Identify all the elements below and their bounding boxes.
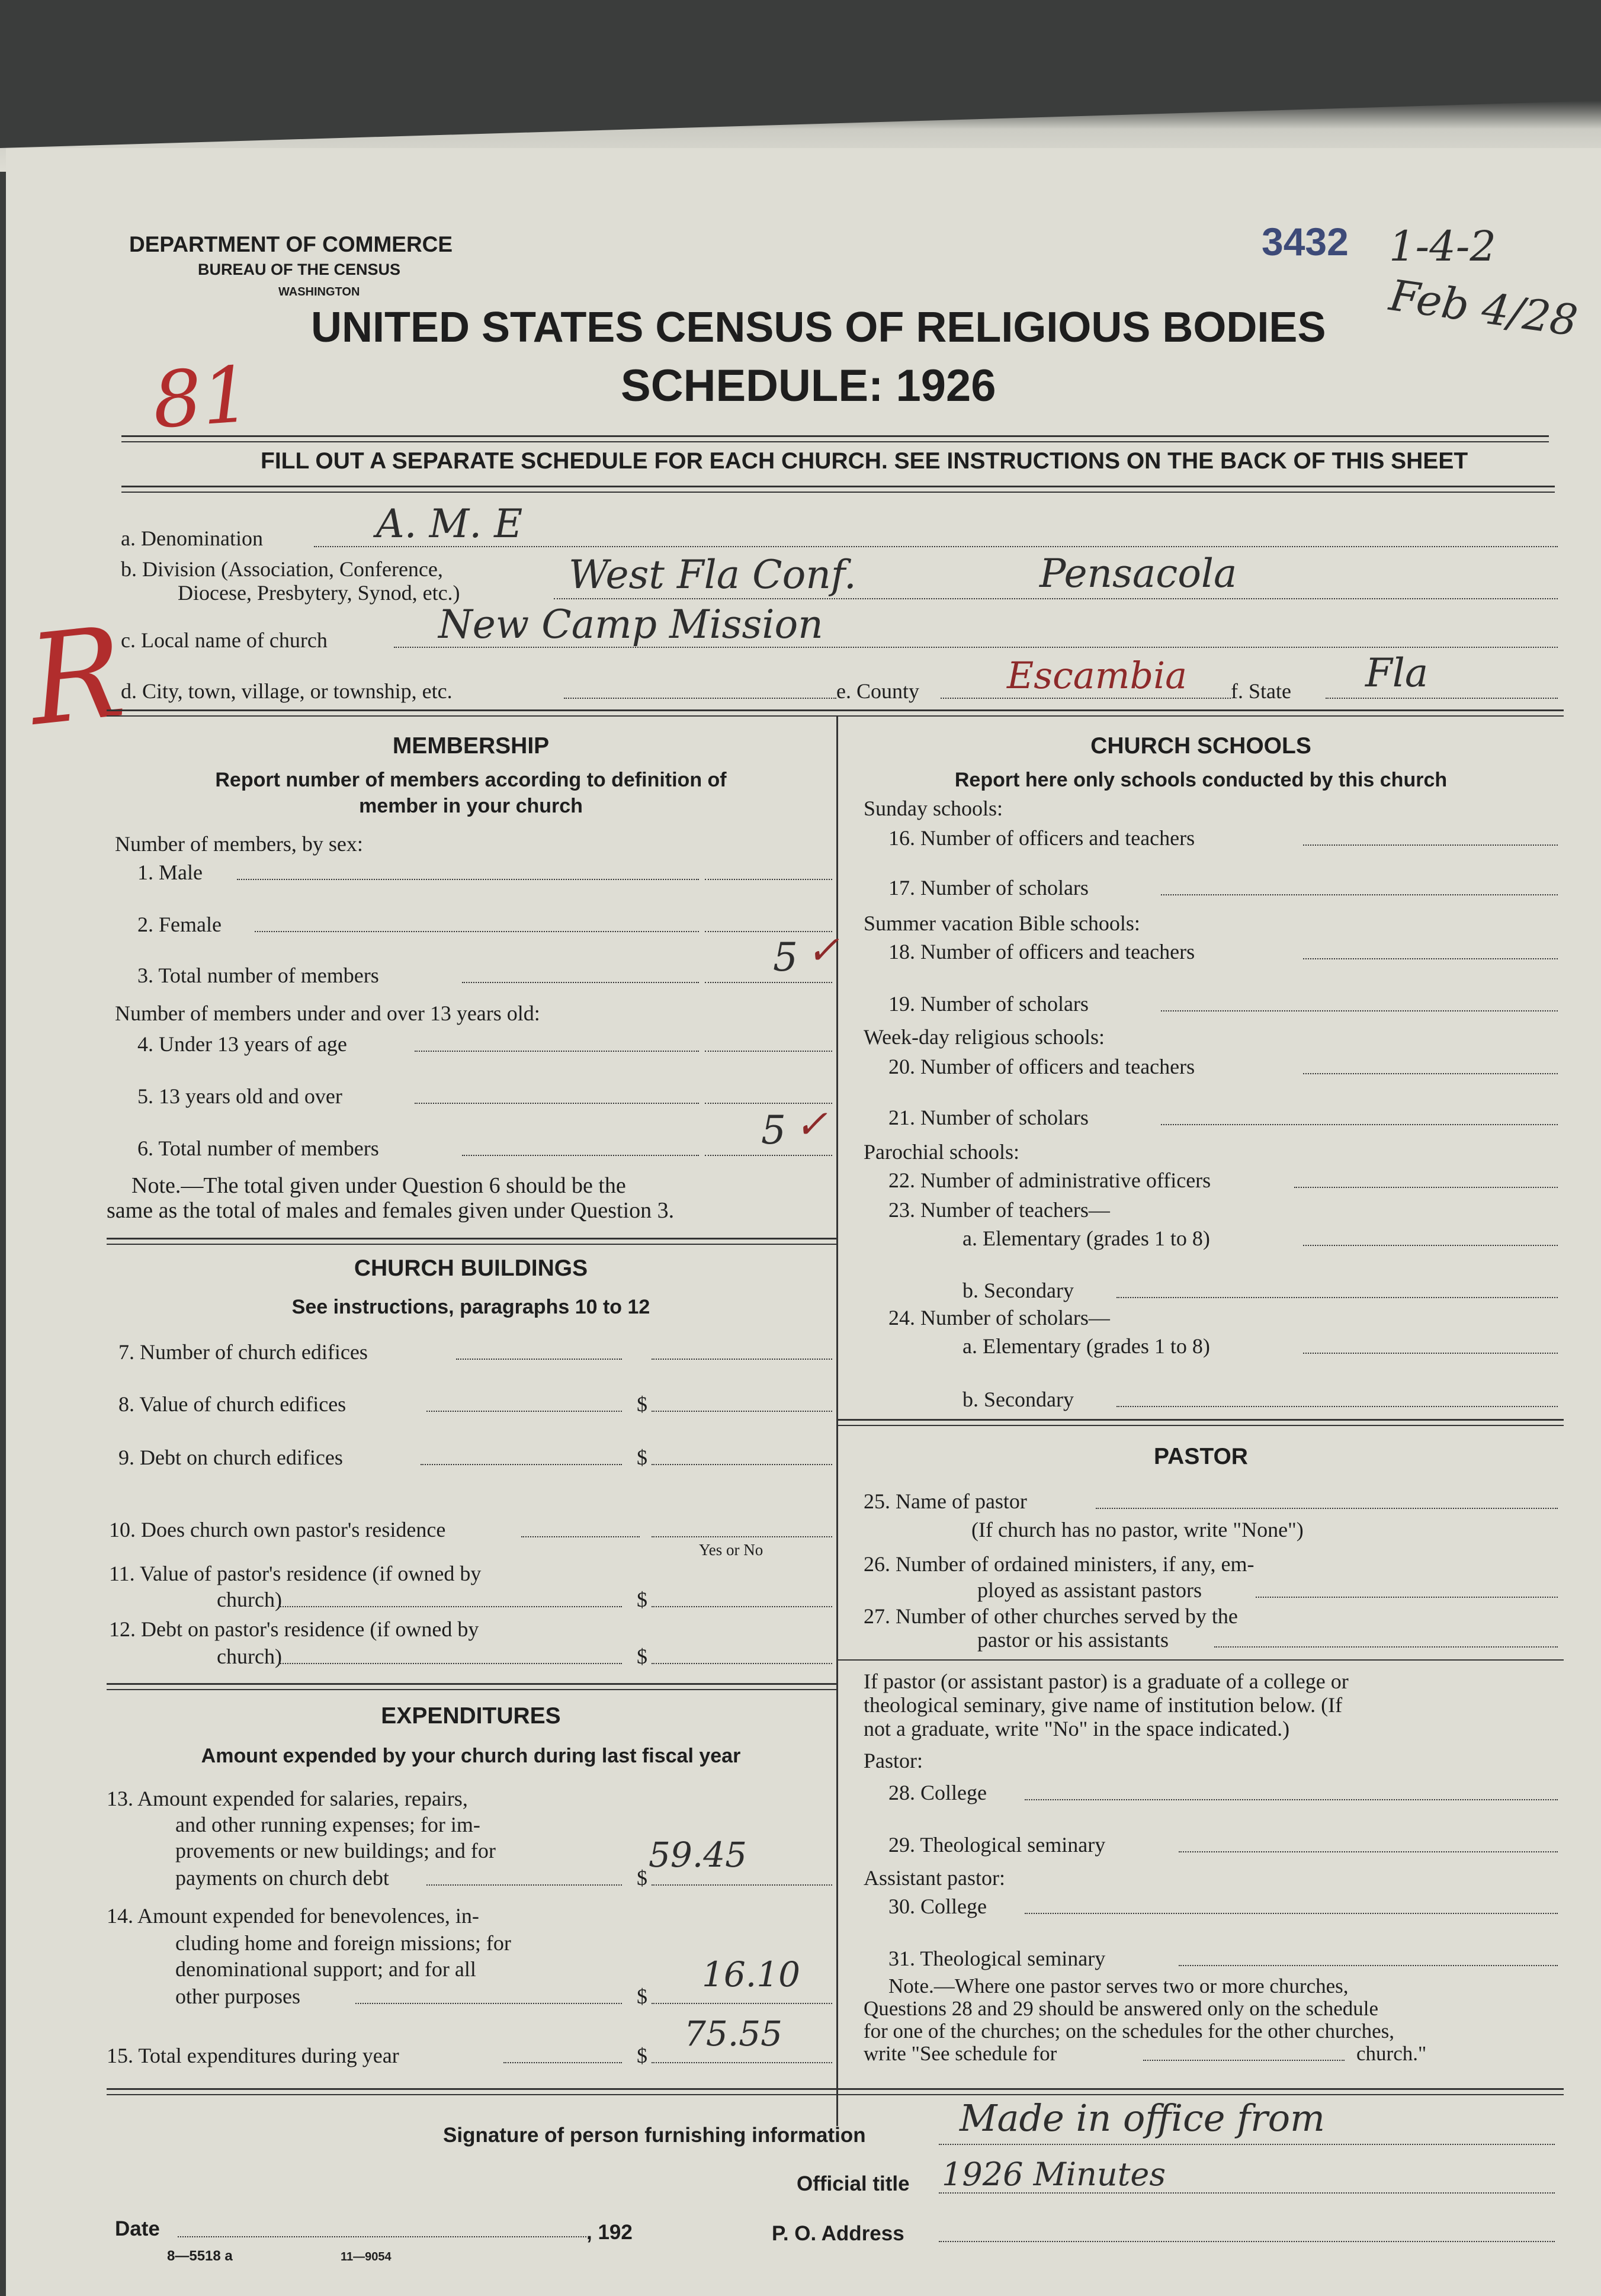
city-name: WASHINGTON: [278, 285, 360, 298]
division-city-value: Pensacola: [1039, 551, 1237, 596]
membership-heading: MEMBERSHIP: [392, 733, 550, 759]
q26-assistant-pastors: 26. Number of ordained ministers, if any, em-: [864, 1552, 1255, 1576]
value-edifices-answer: [652, 1411, 832, 1412]
q24: 24. Number of scholars—: [888, 1306, 1110, 1330]
q13-value: 59.45: [649, 1835, 747, 1875]
instruction-line: FILL OUT A SEPARATE SCHEDULE FOR EACH CHURCH. SEE INSTRUCTIONS ON THE BACK OF THIS SHEET: [261, 448, 1468, 474]
answer-line: [1326, 698, 1558, 699]
divider: [107, 715, 1564, 717]
po-address-line: [939, 2241, 1555, 2242]
value-residence-answer: [652, 1606, 832, 1607]
leader-line: [503, 2062, 622, 2063]
answer-line: [1025, 1799, 1558, 1800]
schools-sub: Report here only schools conducted by this church: [954, 769, 1448, 791]
graduate-instruction-3: not a graduate, write "No" in the space indicated.): [864, 1717, 1290, 1741]
signature-label: Signature of person furnishing information: [443, 2124, 866, 2147]
answer-line: [1303, 844, 1558, 846]
leader-line: [462, 1155, 699, 1156]
q13-running-expenses: 13. Amount expended for salaries, repairs,: [107, 1787, 468, 1810]
q20: 20. Number of officers and teachers: [888, 1055, 1195, 1078]
year-label: , 192: [586, 2221, 633, 2244]
answer-line: [554, 598, 1558, 599]
q26-line-b: ployed as assistant pastors: [977, 1578, 1202, 1602]
date-label: Date: [115, 2217, 160, 2240]
q3-value: 5: [773, 935, 798, 980]
q19: 19. Number of scholars: [888, 992, 1089, 1016]
q7-edifices: 7. Number of church edifices: [118, 1340, 368, 1364]
q18: 18. Number of officers and teachers: [888, 940, 1195, 964]
q23b: b. Secondary: [962, 1279, 1074, 1302]
weekday-schools-label: Week-day religious schools:: [864, 1025, 1105, 1049]
total-answer: [705, 982, 832, 983]
q11-church: church): [217, 1588, 282, 1611]
q31-seminary: 31. Theological seminary: [888, 1947, 1106, 1970]
membership-sub1: Report number of members according to definition of: [215, 769, 727, 791]
by-sex-label: Number of members, by sex:: [115, 832, 363, 856]
divider: [107, 2094, 1564, 2095]
q5-over13: 5. 13 years old and over: [137, 1084, 342, 1108]
answer-line: [1161, 1124, 1558, 1125]
debt-edifices-answer: [652, 1464, 832, 1465]
form-number: 8—5518 a: [167, 2248, 233, 2264]
leader-line: [415, 1103, 699, 1104]
answer-line: [1161, 1010, 1558, 1011]
leader-line: [456, 1359, 622, 1360]
bureau-name: BUREAU OF THE CENSUS: [198, 261, 401, 278]
graduate-instruction: If pastor (or assistant pastor) is a graduate of a college or: [864, 1669, 1349, 1693]
divider: [838, 1659, 1564, 1661]
red-letter-mark: R: [22, 599, 131, 754]
pastor-note-3: for one of the churches; on the schedules for the other churches,: [864, 2019, 1395, 2043]
answer-line: [1179, 1965, 1558, 1966]
q25-note: (If church has no pastor, write "None"): [971, 1518, 1304, 1542]
membership-sub2: member in your church: [359, 795, 583, 817]
q2-female: 2. Female: [137, 913, 222, 936]
pastor-note-4b: church.": [1356, 2042, 1427, 2065]
check-mark: ✓: [795, 1102, 828, 1147]
answer-line: [1214, 1646, 1558, 1648]
assistant-pastor-label: Assistant pastor:: [864, 1866, 1005, 1890]
leader-line: [421, 1464, 622, 1465]
divider: [121, 486, 1555, 487]
divider: [107, 709, 1564, 711]
q1-male: 1. Male: [137, 860, 203, 884]
city-label: d. City, town, village, or township, etc.: [121, 679, 453, 703]
divider: [107, 2088, 1564, 2090]
answer-line: [1116, 1297, 1558, 1298]
state-value: Fla: [1365, 650, 1429, 696]
form-code: 1-4-2: [1389, 222, 1496, 271]
print-number: 11—9054: [341, 2250, 392, 2263]
q16: 16. Number of officers and teachers: [888, 826, 1195, 850]
date-line: [178, 2236, 586, 2237]
q14-value: 16.10: [702, 1954, 801, 1995]
buildings-heading: CHURCH BUILDINGS: [354, 1255, 588, 1281]
county-label: e. County: [836, 679, 919, 703]
q29-seminary: 29. Theological seminary: [888, 1833, 1106, 1857]
church-name-label: c. Local name of church: [121, 628, 328, 652]
division-label: b. Division (Association, Conference,: [121, 557, 443, 581]
q24b: b. Secondary: [962, 1388, 1074, 1411]
leader-line: [237, 879, 699, 880]
division-value: West Fla Conf.: [569, 552, 856, 598]
pastor-heading: PASTOR: [1154, 1444, 1248, 1469]
divider: [107, 1683, 836, 1685]
leader-line: [278, 1663, 622, 1664]
expenditures-sub: Amount expended by your church during last fiscal year: [201, 1745, 741, 1767]
total-expenditures-answer: [652, 2062, 832, 2063]
q24a: a. Elementary (grades 1 to 8): [962, 1334, 1210, 1358]
expenditures-heading: EXPENDITURES: [381, 1703, 561, 1729]
q12-church: church): [217, 1645, 282, 1668]
signature-line: [939, 2144, 1555, 2145]
total2-answer: [705, 1155, 832, 1156]
stamp-number: 3432: [1262, 220, 1349, 264]
q10-residence: 10. Does church own pastor's residence: [109, 1518, 446, 1542]
answer-line: [1256, 1597, 1558, 1598]
state-label: f. State: [1231, 679, 1291, 703]
answer-line: [1303, 1353, 1558, 1354]
pastor-note-2: Questions 28 and 29 should be answered only on the schedule: [864, 1997, 1379, 2020]
answer-line: [1116, 1406, 1558, 1407]
q13-line-d: payments on church debt: [175, 1866, 389, 1890]
dollar-sign: $: [637, 1588, 647, 1611]
schools-heading: CHURCH SCHOOLS: [1090, 733, 1311, 759]
buildings-sub: See instructions, paragraphs 10 to 12: [291, 1296, 650, 1318]
q22: 22. Number of administrative officers: [888, 1168, 1211, 1192]
q23: 23. Number of teachers—: [888, 1198, 1110, 1222]
q12-debt-residence: 12. Debt on pastor's residence (if owned by: [109, 1617, 479, 1641]
q13-line-c: provements or new buildings; and for: [175, 1839, 496, 1863]
received-date-note: Feb 4/28: [1386, 270, 1581, 346]
q17: 17. Number of scholars: [888, 876, 1089, 900]
graduate-instruction-2: theological seminary, give name of institution below. (If: [864, 1693, 1343, 1717]
answer-line: [1303, 1245, 1558, 1246]
q27-line-b: pastor or his assistants: [977, 1628, 1169, 1652]
leader-line: [255, 931, 699, 932]
q23a: a. Elementary (grades 1 to 8): [962, 1226, 1210, 1250]
divider: [107, 1244, 836, 1245]
q30-college: 30. College: [888, 1894, 987, 1918]
q14-benevolences: 14. Amount expended for benevolences, in-: [107, 1904, 479, 1928]
leader-line: [462, 982, 699, 983]
debt-residence-answer: [652, 1663, 832, 1664]
answer-line: [1179, 1851, 1558, 1852]
q3-total: 3. Total number of members: [137, 964, 379, 987]
pastor-note: Note.—Where one pastor serves two or more churches,: [888, 1974, 1349, 1998]
denomination-label: a. Denomination: [121, 526, 263, 550]
dollar-sign: $: [637, 2044, 647, 2067]
leader-line: [415, 1051, 699, 1052]
parochial-schools-label: Parochial schools:: [864, 1140, 1019, 1164]
q8-value-edifices: 8. Value of church edifices: [118, 1392, 346, 1416]
dollar-sign: $: [637, 1984, 647, 2008]
red-number-mark: 81: [149, 349, 254, 446]
divider: [121, 441, 1549, 442]
divider: [107, 1689, 836, 1690]
q27-other-churches: 27. Number of other churches served by the: [864, 1604, 1238, 1628]
answer-line: [1161, 894, 1558, 895]
answer-line: [1025, 1913, 1558, 1914]
church-name-value: New Camp Mission: [438, 602, 823, 647]
yes-no-label: Yes or No: [699, 1541, 763, 1559]
q11-value-residence: 11. Value of pastor's residence (if owned by: [109, 1562, 482, 1585]
q6-total: 6. Total number of members: [137, 1136, 379, 1160]
leader-line: [426, 1884, 622, 1886]
by-age-label: Number of members under and over 13 years old:: [115, 1001, 540, 1025]
answer-line: [1303, 958, 1558, 959]
q25-pastor-name: 25. Name of pastor: [864, 1489, 1027, 1513]
membership-note: Note.—The total given under Question 6 should be the: [131, 1173, 626, 1198]
answer-line: [1143, 2060, 1345, 2061]
division-label-2: Diocese, Presbytery, Synod, etc.): [178, 581, 460, 605]
answer-line: [941, 698, 1231, 699]
q28-college: 28. College: [888, 1781, 987, 1804]
male-answer: [705, 879, 832, 880]
county-value: Escambia: [1007, 654, 1188, 697]
answer-line: [564, 698, 836, 699]
under13-answer: [705, 1051, 832, 1052]
department-name: DEPARTMENT OF COMMERCE: [129, 232, 453, 256]
dollar-sign: $: [637, 1392, 647, 1416]
q6-value: 5: [761, 1107, 786, 1153]
signature-value: Made in office from: [960, 2096, 1325, 2140]
dollar-sign: $: [637, 1645, 647, 1668]
official-title-label: Official title: [797, 2172, 910, 2195]
dollar-sign: $: [637, 1866, 647, 1890]
schedule-title: SCHEDULE: 1926: [621, 361, 996, 411]
answer-line: [1303, 1073, 1558, 1074]
pastor-sub-label: Pastor:: [864, 1749, 923, 1772]
divider: [107, 1238, 836, 1239]
membership-note-2: same as the total of males and females given under Question 3.: [107, 1198, 675, 1223]
check-mark: ✓: [807, 927, 840, 973]
denomination-value: A. M. E: [376, 501, 523, 547]
answer-line: [1294, 1187, 1558, 1188]
q9-debt-edifices: 9. Debt on church edifices: [118, 1446, 343, 1469]
q4-under13: 4. Under 13 years of age: [137, 1032, 347, 1056]
leader-line: [278, 1606, 622, 1607]
divider: [838, 1419, 1564, 1421]
q13-line-b: and other running expenses; for im-: [175, 1813, 480, 1836]
q14-line-d: other purposes: [175, 1984, 300, 2008]
sunday-schools-label: Sunday schools:: [864, 797, 1003, 820]
q14-line-b: cluding home and foreign missions; for: [175, 1931, 511, 1955]
leader-line: [355, 2003, 622, 2004]
running-expenses-answer: [652, 1884, 832, 1886]
benevolences-answer: [652, 2003, 832, 2004]
answer-line: [1096, 1508, 1558, 1509]
summer-schools-label: Summer vacation Bible schools:: [864, 911, 1140, 935]
edifices-answer: [652, 1359, 832, 1360]
divider: [838, 1425, 1564, 1426]
q21: 21. Number of scholars: [888, 1106, 1089, 1129]
pastor-note-4: write "See schedule for: [864, 2042, 1057, 2065]
official-title-value: 1926 Minutes: [942, 2156, 1166, 2193]
dollar-sign: $: [637, 1446, 647, 1469]
residence-answer: [652, 1536, 832, 1537]
form-title: UNITED STATES CENSUS OF RELIGIOUS BODIES: [311, 304, 1326, 351]
divider: [121, 492, 1555, 493]
leader-line: [426, 1411, 622, 1412]
divider: [121, 435, 1549, 437]
q15-value: 75.55: [684, 2014, 783, 2054]
leader-line: [521, 1536, 640, 1537]
po-address-label: P. O. Address: [772, 2222, 904, 2245]
q15-total-expenditures: 15. Total expenditures during year: [107, 2044, 399, 2067]
q14-line-c: denominational support; and for all: [175, 1957, 476, 1981]
